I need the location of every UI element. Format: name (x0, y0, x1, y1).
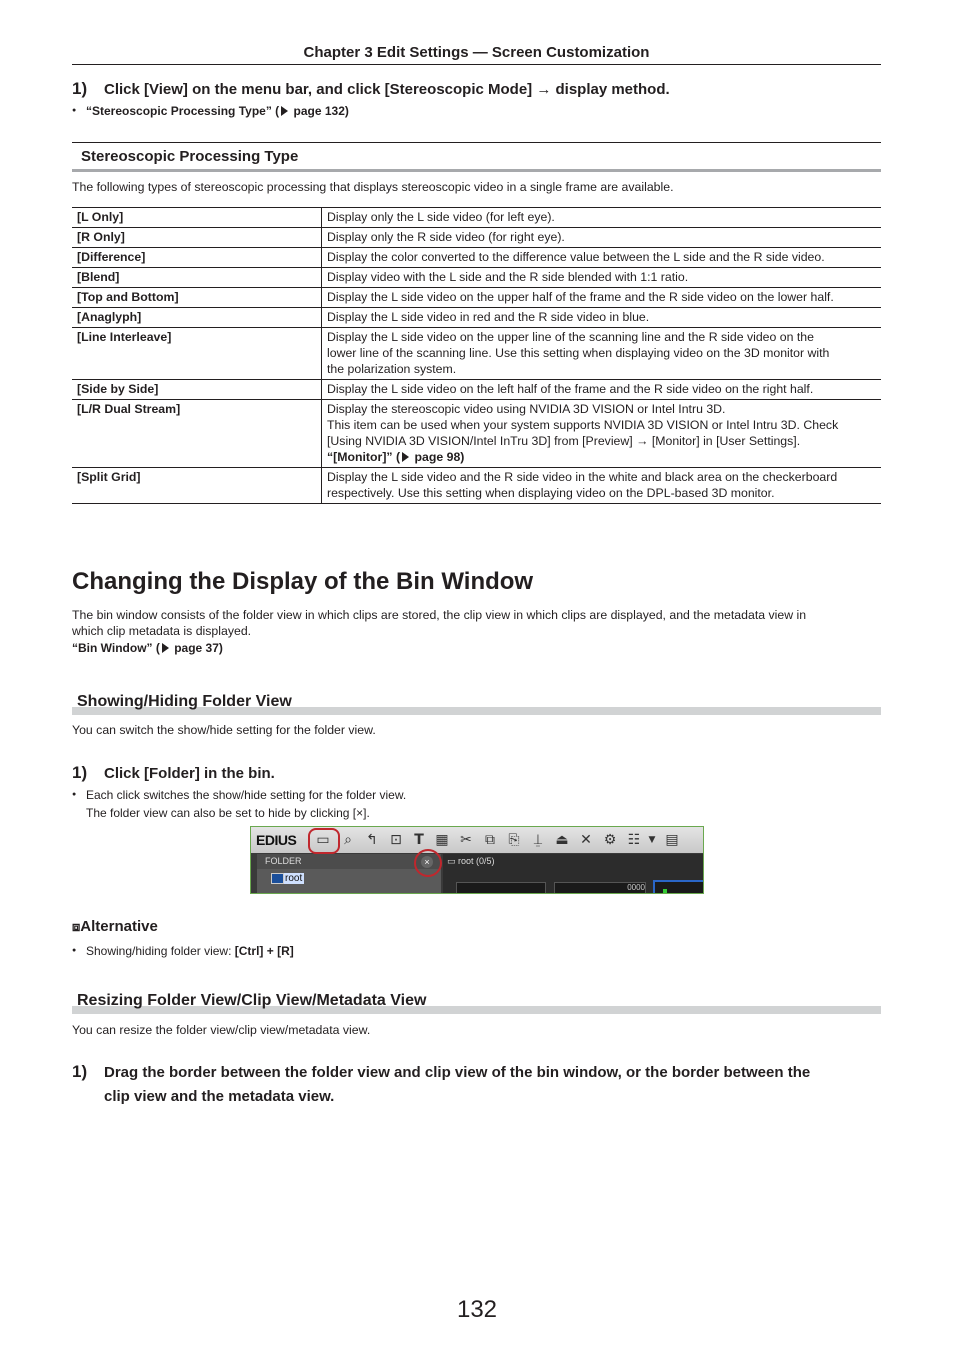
up-folder-icon[interactable]: ↰ (366, 832, 378, 848)
step-text: Click [Folder] in the bin. (104, 765, 275, 782)
table-row (72, 328, 881, 380)
cut-icon[interactable]: ✂ (460, 832, 472, 848)
clip-thumbnail[interactable] (456, 882, 546, 894)
type-name: [Anaglyph] (72, 308, 322, 328)
bin-window-screenshot (250, 826, 704, 894)
description-line: Display the stereoscopic video using NVIDIA 3D VISION or Intel Intru 3D. (327, 402, 726, 416)
clip-indicator (663, 889, 667, 893)
paste-icon[interactable]: ⎘ (508, 832, 520, 848)
folder-view-header: FOLDER (257, 854, 441, 869)
page-arrow-icon (402, 452, 409, 462)
page-number: 132 (456, 1296, 498, 1323)
insert-icon[interactable]: ⍊ (533, 832, 543, 848)
table-row (72, 268, 881, 288)
root-folder[interactable]: root (285, 873, 303, 884)
folder-view (257, 869, 441, 894)
subsection-title: Resizing Folder View/Clip View/Metadata View (77, 992, 427, 1009)
table-row (72, 308, 881, 328)
delete-icon[interactable]: ✕ (580, 832, 592, 848)
description-line: Display video with the L side and the R side blended with 1:1 ratio. (327, 270, 689, 284)
chapter-header: Chapter 3 Edit Settings — Screen Customization (303, 44, 650, 61)
description-line: the polarization system. (327, 362, 457, 376)
subsection-heading (72, 992, 881, 1014)
highlight-ring (308, 828, 340, 854)
table-row (72, 288, 881, 308)
reference-label: “Stereoscopic Processing Type” ( (86, 104, 280, 118)
type-description (322, 328, 882, 380)
view-mode-icon[interactable]: ☷ (627, 832, 641, 848)
type-description (322, 400, 882, 468)
type-name: [L Only] (72, 208, 322, 228)
highlight-ring (414, 849, 442, 877)
step-number: 1) (72, 763, 88, 782)
reference-link[interactable] (86, 104, 349, 118)
table-row (72, 468, 881, 504)
page-title: Changing the Display of the Bin Window (72, 568, 534, 595)
type-description (322, 268, 882, 288)
type-description (322, 208, 882, 228)
type-name: [R Only] (72, 228, 322, 248)
bin-intro-line1: The bin window consists of the folder view in which clips are stored, the clip view in which clips are displayed, and the metadata view in (72, 608, 807, 622)
reference-link[interactable] (327, 449, 877, 465)
breadcrumb-text: root (0/5) (458, 856, 495, 866)
type-description (322, 228, 882, 248)
close-folder-view-button[interactable]: × (421, 856, 433, 868)
type-name: [Blend] (72, 268, 322, 288)
section-title: Stereoscopic Processing Type (81, 148, 299, 165)
reference-label: “Bin Window” ( (72, 641, 160, 655)
subsection-heading (72, 693, 881, 715)
properties-icon[interactable]: ⚙ (603, 832, 617, 848)
bin-toolbar (251, 827, 703, 853)
new-folder-icon[interactable]: ⊡ (390, 832, 402, 848)
type-description (322, 248, 882, 268)
description-line: Display the L side video in red and the R side video in blue. (327, 310, 650, 324)
app-logo: EDIUS (256, 832, 297, 848)
description-line: Display the L side video and the R side video in the white and black area on the checkerboard (327, 470, 838, 484)
table-row (72, 228, 881, 248)
alternative-title: Alternative (80, 918, 158, 935)
description-line: Display the color converted to the difference value between the L side and the R side video. (327, 250, 825, 264)
description-line: Display only the R side video (for right eye). (327, 230, 565, 244)
page-arrow-icon (162, 643, 169, 653)
step-text-line2: clip view and the metadata view. (104, 1088, 335, 1105)
step-number: 1) (72, 79, 88, 98)
description-line: respectively. Use this setting when displaying video on the DPL-based 3D monitor. (327, 486, 775, 500)
overwrite-icon[interactable]: ⏏ (555, 832, 569, 848)
search-icon[interactable]: ⌕ (344, 832, 352, 848)
reference-page: page 132) (290, 104, 349, 118)
shortcut-key: [Ctrl] + [R] (234, 944, 294, 958)
section-heading-box (72, 142, 881, 172)
type-description (322, 288, 882, 308)
clip-thumbnail-selected[interactable] (653, 880, 704, 894)
description-line: Display the L side video on the upper line of the scanning line and the R side video on the (327, 330, 814, 344)
type-name: [Side by Side] (72, 380, 322, 400)
description-line: [Using NVIDIA 3D VISION/Intel InTru 3D] from [Preview] → [Monitor] in [User Settings]. (327, 434, 801, 448)
bin-reference-link[interactable] (72, 641, 223, 655)
step-text: Click [View] on the menu bar, and click [Stereoscopic Mode] → display method. (104, 81, 670, 98)
step-text-line1: Drag the border between the folder view and clip view of the bin window, or the border between the (104, 1064, 811, 1081)
copy-icon[interactable]: ⧉ (485, 832, 495, 848)
bullet-continuation: The folder view can also be set to hide by clicking [×]. (86, 806, 370, 820)
clip-thumbnail[interactable] (554, 882, 646, 894)
processing-type-table (72, 207, 881, 504)
type-description (322, 468, 882, 504)
type-name: [Difference] (72, 248, 322, 268)
table-row (72, 208, 881, 228)
type-name: [Line Interleave] (72, 328, 322, 380)
chevron-down-icon[interactable]: ▼ (648, 835, 656, 845)
reference-page: page 37) (170, 641, 223, 655)
alternative-icon: ⧈ (72, 919, 81, 934)
type-name: [Split Grid] (72, 468, 322, 504)
table-row (72, 380, 881, 400)
title-icon[interactable]: T (414, 832, 424, 848)
bin-intro-line2: which clip metadata is displayed. (72, 624, 252, 638)
subsection-title: Showing/Hiding Folder View (77, 693, 292, 710)
description-line: lower line of the scanning line. Use this setting when displaying video on the 3D monitor with (327, 346, 830, 360)
folder-breadcrumb: ▭ root (0/5) (447, 856, 495, 866)
table-row (72, 400, 881, 468)
reference-label: “[Monitor]” ( (327, 450, 401, 464)
folder-intro: You can switch the show/hide setting for the folder view. (72, 723, 376, 737)
bin-menu-icon[interactable]: ▤ (665, 832, 679, 848)
type-description (322, 308, 882, 328)
description-line: This item can be used when your system supports NVIDIA 3D VISION or Intel Intru 3D. Check (327, 418, 839, 432)
type-name: [Top and Bottom] (72, 288, 322, 308)
folder-icon (271, 873, 284, 884)
table-row (72, 248, 881, 268)
clip-timecode: 0000 (627, 883, 645, 892)
description-line: Display only the L side video (for left eye). (327, 210, 555, 224)
type-name: [L/R Dual Stream] (72, 400, 322, 468)
description-line: Display the L side video on the upper half of the frame and the R side video on the lower half. (327, 290, 834, 304)
header-rule (72, 64, 881, 65)
shortcut-desc: Showing/hiding folder view: (86, 944, 235, 958)
section-intro: The following types of stereoscopic processing that displays stereoscopic video in a single frame are available. (72, 180, 674, 194)
folder-toggle-icon[interactable]: ▭ (316, 832, 330, 848)
color-bar-icon[interactable]: ▦ (435, 832, 449, 848)
reference-page: page 98) (411, 450, 465, 464)
page-arrow-icon (281, 106, 288, 116)
bullet-item (86, 944, 294, 958)
resize-intro: You can resize the folder view/clip view/metadata view. (72, 1023, 371, 1037)
description-line: Display the L side video on the left half of the frame and the R side video on the right half. (327, 382, 814, 396)
step-number: 1) (72, 1062, 88, 1081)
bullet-item: ● Each click switches the show/hide setting for the folder view. (86, 788, 406, 802)
type-description (322, 380, 882, 400)
alternative-heading (72, 918, 158, 935)
